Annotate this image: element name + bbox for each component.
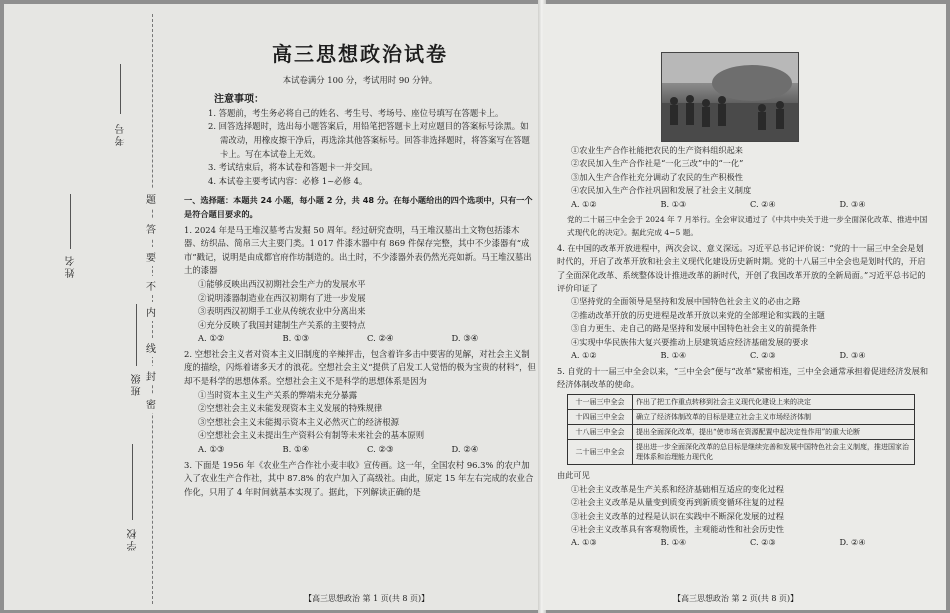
choice: B. ①③ (660, 198, 687, 209)
fill-line-exam-number (120, 64, 121, 114)
table-cell: 作出了把工作重点转移到社会主义现代化建设上来的决定 (633, 395, 915, 410)
table-cell: 十四届三中全会 (568, 410, 633, 425)
seal-word: 答 (146, 219, 156, 238)
answer-choices (557, 349, 929, 362)
table-cell: 十八届三中全会 (568, 425, 633, 440)
shared-material: 党的二十届三中全会于 2024 年 7 月举行。全会审议通过了《中共中央关于进一步全面深化改革、推进中国式现代化的决定》。据此完成 4~5 题。 (567, 215, 928, 238)
label-school: 学校 (128, 527, 139, 551)
answer-choices (184, 443, 536, 457)
question-option: ④充分反映了我国封建制生产关系的主要特点 (198, 319, 366, 330)
answer-choices (557, 536, 929, 549)
seal-word: 题 (146, 189, 156, 208)
table-cell: 十一届三中全会 (568, 395, 633, 410)
choice: B. ①④ (282, 444, 309, 455)
answer-choices (557, 198, 929, 211)
section-heading: 一、选择题：本题共 24 小题，每小题 2 分，共 48 分。在每小题给出的四个选项中，只有一个是符合题目要求的。 (184, 195, 533, 219)
right-content (557, 144, 929, 550)
label-name: 姓名 (66, 254, 77, 278)
choice: A. ①③ (571, 537, 597, 548)
table-cell: 确立了经济体制改革的目标是建立社会主义市场经济体制 (633, 410, 915, 425)
choice: B. ①④ (660, 537, 687, 548)
question-option: ④社会主义改革具有客观物质性，主观能动性和社会历史性 (571, 523, 784, 534)
question-5-stem: 5. 自党的十一届三中全会以来，“三中全会”便与“改革”紧密相连，三中全会通常承担着促进经济发展和经济体制改革的使命。 (557, 365, 929, 389)
choice: C. ②④ (750, 198, 776, 209)
question-option: ④农民加入生产合作社巩固和发展了社会主义制度 (571, 185, 752, 196)
question-option: ①坚持党的全面领导是坚持和发展中国特色社会主义的必由之路 (571, 296, 801, 307)
exam-subtitle: 本试卷满分 100 分，考试用时 90 分钟。 (282, 74, 438, 85)
seal-word: 内 (146, 302, 156, 321)
question-option: ③社会主义改革的过程是认识在实践中不断深化发展的过程 (571, 510, 784, 521)
choice: C. ②③ (750, 350, 776, 361)
question-option: ②说明漆器制造业在西汉初期有了进一步发展 (198, 292, 366, 303)
page-footer: 【高三思想政治 第 1 页(共 8 页)】 (304, 594, 430, 603)
choice: B. ①④ (660, 350, 687, 361)
question-option: ①社会主义改革是生产关系和经济基础相互适应的变化过程 (571, 483, 784, 494)
choice: C. ②④ (367, 333, 394, 344)
question-option: ②社会主义改革是从量变到质变再到新质变循环往复的过程 (571, 497, 784, 508)
table-row (568, 425, 915, 440)
question-option: ④空想社会主义未提出生产资料公有制等未来社会的基本原则 (198, 430, 425, 441)
label-exam-number: 考号 (116, 122, 127, 146)
question-2-stem: 2. 空想社会主义者对资本主义旧制度的辛辣抨击，包含着许多击中要害的见解，对社会主义制度的描绘，闪烁着诸多天才的浪花。空想社会主义“提供了启发工人觉悟的极为宝贵的材料”，但却不是科学的思想体系。空想社会主义不是科学的思想体系是因为 (184, 348, 536, 387)
right-page (543, 4, 946, 610)
choice: B. ①③ (282, 333, 309, 344)
question-option: ③表明西汉初期手工业从传统农业中分离出来 (198, 306, 366, 317)
choice: A. ①② (571, 198, 597, 209)
fill-line-school (132, 444, 133, 520)
table-row (568, 440, 915, 465)
table-row (568, 395, 915, 410)
seal-word: 要 (146, 247, 156, 266)
question-option: ②空想社会主义未能发现资本主义发展的特殊规律 (198, 403, 383, 414)
choice: D. ③④ (451, 333, 479, 344)
table-cell: 二十届三中全会 (568, 440, 633, 465)
exam-title: 高三思想政治试卷 (272, 42, 448, 66)
notice-item: 3. 考试结束后，将本试卷和答题卡一并交回。 (208, 162, 378, 173)
propaganda-photo (661, 52, 799, 142)
photo-crowd-illustration (662, 53, 798, 141)
table-cell: 提出全面深化改革，提出“使市场在资源配置中起决定性作用”的重大论断 (633, 425, 915, 440)
table-cell: 提出进一步全面深化改革的总目标是继续完善和发展中国特色社会主义制度，推进国家治理体系和治理能力现代化 (633, 440, 915, 465)
question-option: ③自力更生、走自己的路是坚持和发展中国特色社会主义的前提条件 (571, 323, 817, 334)
choice: C. ②③ (367, 444, 394, 455)
notice-item: 2. 回答选择题时，选出每小题答案后，用铅笔把答题卡上对应题目的答案标号涂黑。如需改动，用橡皮擦干净后，再选涂其他答案标号。回答非选择题时，将答案写在答题卡上。写在本试卷上无效。 (208, 121, 530, 159)
question-option: ②农民加入生产合作社是“一化三改”中的“一化” (571, 158, 744, 169)
notice-item: 4. 本试卷主要考试内容：必修 1~必修 4。 (208, 175, 368, 186)
seal-word: 密 (146, 394, 156, 413)
binding-margin (4, 4, 182, 610)
choice: D. ②④ (839, 537, 866, 548)
seal-word: 封 (146, 366, 156, 385)
seal-word: 线 (146, 338, 156, 357)
notice-item: 1. 答题前，考生务必将自己的姓名、考生号、考场号、座位号填写在答题卡上。 (208, 107, 504, 118)
choice: A. ①③ (198, 444, 225, 455)
choice: C. ②③ (750, 537, 776, 548)
choice: D. ②④ (451, 444, 479, 455)
page-footer: 【高三思想政治 第 2 页(共 8 页)】 (673, 594, 799, 603)
question-option: ①农业生产合作社能把农民的生产资料组织起来 (571, 145, 743, 155)
question-4-stem: 4. 在中国的改革开放进程中，两次会议、意义深远。习近平总书记评价说：“党的十一届三中全会是划时代的，开启了改革开放和社会主义现代化建设历史新时期。党的十八届三中全会也是划时代的，开启了全面深化改革、系统整体设计推进改革的新时代，开创了我国改革开放的全新局面。”习近平总书记的评价印证了 (557, 242, 926, 294)
label-class: 班级 (132, 372, 143, 396)
seal-word: 不 (146, 276, 156, 295)
question-option: ②推动改革开放的历史进程是改革开放以来党的全部理论和实践的主题 (571, 309, 825, 320)
choice: A. ①② (198, 333, 225, 344)
question-1-stem: 1. 2024 年是马王堆汉墓考古发掘 50 周年。经过研究查明，马王堆汉墓出土文物包括漆木器、纺织品、简帛三大主要门类。1 017 件漆木器中有 869 件保存完整，其中不少漆器有“成市”戳记，说明是由成都官府作坊制造的。出土时，不少漆器外表仍然光亮如新。马王堆汉墓出土的漆器 (184, 224, 532, 276)
choice: D. ③④ (839, 198, 866, 209)
left-page (4, 4, 541, 610)
answer-choices (184, 332, 536, 346)
fill-line-name (70, 194, 71, 249)
fill-line-class (136, 304, 137, 366)
question-3-stem: 3. 下面是 1956 年《农业生产合作社小麦丰收》宣传画。这一年，全国农村 96.3% 的农户加入了农业生产合作社，其中 87.8% 的农户加入了高级社。由此，原定 15 年左右完成的农业合作化，只用了 4 年时间就基本实现了。据此，下列解读正确的是 (184, 459, 534, 497)
notice-heading: 注意事项： (214, 94, 264, 106)
question-option: ③空想社会主义未能揭示资本主义必然灭亡的经济根源 (198, 416, 399, 427)
question-option: ④实现中华民族伟大复兴要推动上层建筑适应经济基础发展的要求 (571, 336, 809, 347)
table-row (568, 410, 915, 425)
question-5-lead: 由此可见 (557, 470, 590, 481)
plenum-table (567, 394, 915, 465)
question-option: ③加入生产合作社充分调动了农民的生产积极性 (571, 171, 743, 182)
question-option: ①当时资本主义生产关系的弊端未充分暴露 (198, 389, 358, 400)
choice: A. ①② (571, 350, 597, 361)
choice: D. ③④ (839, 350, 866, 361)
left-content (184, 44, 536, 499)
question-option: ①能够反映出西汉初期社会生产力的发展水平 (198, 278, 366, 289)
